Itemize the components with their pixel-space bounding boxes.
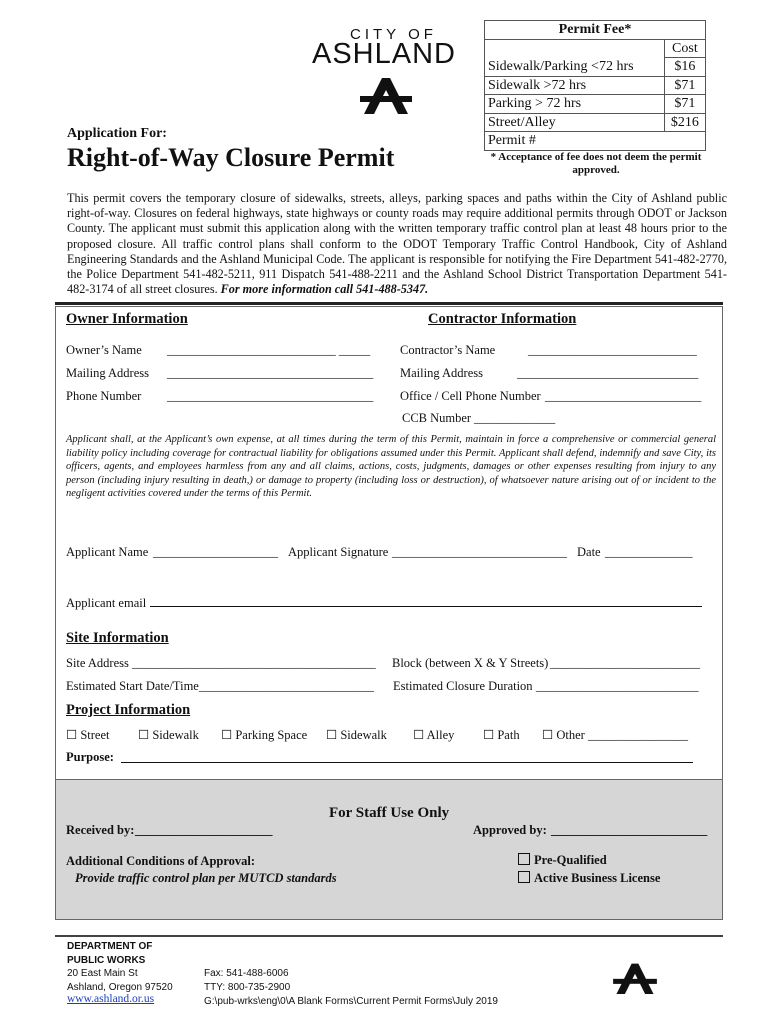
application-for-label: Application For: <box>67 126 167 141</box>
approved-by-field[interactable]: _________________________ <box>551 823 708 837</box>
owner-mail-field[interactable]: _________________________________ <box>167 366 374 380</box>
contractor-mail-field[interactable]: _____________________________ <box>517 366 699 380</box>
intro-contact: For more information call 541-488-5347. <box>220 282 429 297</box>
owner-name-label: Owner’s Name <box>66 343 142 357</box>
date-field[interactable]: ______________ <box>605 545 693 559</box>
prequalified-checkbox[interactable] <box>518 853 607 868</box>
fee-row-cost: $71 <box>664 95 705 114</box>
footer-fax: Fax: 541-488-6006 <box>204 968 289 979</box>
ashland-a-logo-icon <box>360 76 412 114</box>
contractor-phone-label: Office / Cell Phone Number <box>400 389 541 403</box>
option-label: Sidewalk <box>152 728 199 742</box>
applicant-signature-label: Applicant Signature <box>288 545 389 559</box>
contractor-phone-field[interactable]: _________________________ <box>545 389 702 403</box>
purpose-field[interactable] <box>121 762 693 763</box>
option-label: Other <box>556 728 585 742</box>
other-field[interactable]: ________________ <box>587 728 688 742</box>
fee-row-cost: $71 <box>664 76 705 95</box>
conditions-label: Additional Conditions of Approval: <box>66 854 256 868</box>
contractor-name-field[interactable]: ___________________________ <box>528 343 697 357</box>
permit-fee-table <box>484 20 706 151</box>
start-datetime-label: Estimated Start Date/Time <box>66 679 199 693</box>
option-label: Street <box>80 728 110 742</box>
fee-row-label: Street/Alley <box>485 113 665 132</box>
received-by-field[interactable]: ______________________ <box>135 823 273 837</box>
option-sidewalk-checkbox[interactable]: ☐ Sidewalk <box>138 728 199 742</box>
fee-row-label: Sidewalk >72 hrs <box>485 76 665 95</box>
footer-dept-2: PUBLIC WORKS <box>67 955 146 966</box>
owner-name-field[interactable]: ___________________________ _____ <box>167 343 371 357</box>
logo-city-of: CITY OF <box>350 26 437 43</box>
option-label: Path <box>497 728 520 742</box>
block-field[interactable]: ________________________ <box>550 656 700 670</box>
checkbox-box <box>518 871 530 883</box>
contractor-mail-label: Mailing Address <box>400 366 483 380</box>
fee-table-title: Permit Fee* <box>485 21 706 40</box>
applicant-signature-field[interactable]: ____________________________ <box>392 545 567 559</box>
page-title: Right-of-Way Closure Permit <box>67 143 395 172</box>
prequalified-label: Pre-Qualified <box>534 853 607 867</box>
footer-tty: TTY: 800-735-2900 <box>204 982 291 993</box>
logo-ashland: ASHLAND <box>312 38 456 70</box>
site-address-field[interactable]: _______________________________________ <box>132 656 376 670</box>
option-label: Alley <box>426 728 455 742</box>
fee-cost-header: Cost <box>664 39 705 58</box>
owner-mail-label: Mailing Address <box>66 366 149 380</box>
option-label: Sidewalk <box>340 728 387 742</box>
fee-row-cost: $216 <box>664 113 705 132</box>
footer-rule <box>55 935 723 937</box>
date-label: Date <box>577 545 601 559</box>
purpose-label: Purpose: <box>66 750 114 764</box>
applicant-name-label: Applicant Name <box>66 545 149 559</box>
staff-heading: For Staff Use Only <box>329 805 450 821</box>
form-top-rule <box>55 302 723 305</box>
option-sidewalk-2-checkbox[interactable]: ☐ Sidewalk <box>326 728 387 742</box>
liability-statement: Applicant shall, at the Applicant’s own expense, at all times during the term of this Permit, maintain in force a comprehensive or commercial general liability policy including coverage for contractual liability for obligations assumed under this Permit. Applicant shall defend, indemnify and save City, its officers, agents, and employees harmless from any and all claims, actions, costs, judgments, damages or other expenses resulting from injury to any person (including injury resulting in death,) or damage to property (including loss or destruction), of whatsoever nature arising out of or incident to the negligent activities covered under the terms of this Permit. <box>66 434 716 500</box>
ccb-number-label: CCB Number <box>402 411 472 425</box>
staff-use-box <box>55 779 723 920</box>
footer-file-path: G:\pub-wrks\eng\0\A Blank Forms\Current Permit Forms\July 2019 <box>204 996 498 1007</box>
block-label: Block (between X & Y Streets) <box>392 656 549 670</box>
ccb-number-field[interactable]: _____________ <box>474 411 556 425</box>
closure-duration-label: Estimated Closure Duration <box>393 679 533 693</box>
ashland-a-footer-logo-icon <box>613 962 657 994</box>
option-alley-checkbox[interactable]: ☐ Alley <box>413 728 455 742</box>
received-by-label: Received by: <box>66 823 135 837</box>
business-license-label: Active Business License <box>534 871 661 885</box>
option-other-checkbox[interactable]: ☐ Other ________________ <box>542 728 688 742</box>
footer-address-1: 20 East Main St <box>67 968 138 979</box>
business-license-checkbox[interactable] <box>518 871 660 886</box>
site-address-label: Site Address <box>66 656 129 670</box>
start-datetime-field[interactable]: ____________________________ <box>199 679 374 693</box>
fee-row-cost: $16 <box>664 58 705 77</box>
project-heading: Project Information <box>66 702 191 718</box>
intro-paragraph <box>67 191 727 297</box>
fee-row-label: Sidewalk/Parking <72 hrs <box>485 58 665 77</box>
approved-by-label: Approved by: <box>473 823 547 837</box>
contractor-heading: Contractor Information <box>428 311 577 327</box>
applicant-email-label: Applicant email <box>66 596 147 610</box>
option-street-checkbox[interactable]: ☐ Street <box>66 728 110 742</box>
owner-heading: Owner Information <box>66 311 188 327</box>
footer-address-2: Ashland, Oregon 97520 <box>67 982 173 993</box>
permit-number-field[interactable]: Permit # <box>485 132 706 151</box>
closure-duration-field[interactable]: __________________________ <box>536 679 699 693</box>
owner-phone-field[interactable]: _________________________________ <box>167 389 374 403</box>
option-label: Parking Space <box>235 728 308 742</box>
fee-row-label: Parking > 72 hrs <box>485 95 665 114</box>
checkbox-box <box>518 853 530 865</box>
option-path-checkbox[interactable]: ☐ Path <box>483 728 520 742</box>
applicant-email-field[interactable] <box>150 606 702 607</box>
owner-phone-label: Phone Number <box>66 389 142 403</box>
intro-text: This permit covers the temporary closure of sidewalks, streets, alleys, parking spaces and paths within the City of Ashland public right-of-way. Closures on federal highways, state highways or county roads may require additional permits through ODOT or Jackson County. The applicant must submit this application along with the written temporary traffic control plan at least 48 hours prior to the proposed closure. All traffic control plans shall conform to the ODOT Temporary Traffic Control Handbook, City of Ashland Engineering Standards and the Ashland Municipal Code. The applicant is responsible for notifying the Fire Department 541-482-2770, the Police Department 541-482-5211, 911 Dispatch 541-488-2211 and the Ashland School District Transportation Department 541-482-3174 of all street closures. <box>67 191 727 297</box>
option-parking-space-checkbox[interactable]: ☐ Parking Space <box>221 728 308 742</box>
contractor-name-label: Contractor’s Name <box>400 343 496 357</box>
site-heading: Site Information <box>66 630 169 646</box>
applicant-name-field[interactable]: ____________________ <box>153 545 278 559</box>
footer-website-link[interactable]: www.ashland.or.us <box>67 993 155 1005</box>
fee-note: * Acceptance of fee does not deem the permit approved. <box>490 151 702 176</box>
conditions-text: Provide traffic control plan per MUTCD standards <box>75 871 337 885</box>
footer-dept-1: DEPARTMENT OF <box>67 941 153 952</box>
